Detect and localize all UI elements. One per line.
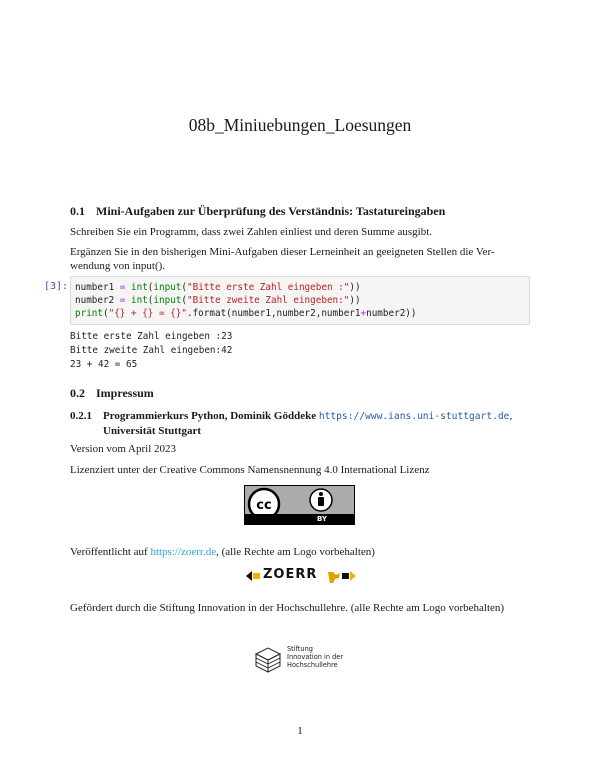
svg-text:cc: cc [256,498,272,513]
code-cell[interactable] [70,276,530,325]
task-paragraph: Schreiben Sie ein Programm, dass zwei Zahlen einliest und deren Summe ausgibt. [70,226,433,238]
stiftung-cube-icon [254,645,284,675]
subsection-number: 0.2.1 [70,410,92,422]
section-number: 0.2 [70,386,85,400]
ians-link[interactable]: https://www.ians.uni-stuttgart.de [318,411,510,422]
version-text: Version vom April 2023 [70,443,177,455]
document-title: 08b_Miniuebungen_Loesungen [188,115,412,135]
cc-by-license-badge[interactable] [244,485,355,525]
zoerr-logo[interactable] [246,568,356,584]
subsection-title-line2: Universität Stuttgart [103,425,202,437]
output-line-1: Bitte erste Zahl eingeben :23 [70,331,233,342]
output-line-2: Bitte zweite Zahl eingeben:42 [70,345,233,356]
zoerr-link[interactable]: https://zoerr.de [150,546,217,558]
cc-by-label: BY [316,515,327,523]
subsection-title: Programmierkurs Python, Dominik Göddeke [103,410,317,422]
published-text: Veröffentlicht auf https://zoerr.de, (alle Rechte am Logo vorbehalten) [70,546,375,558]
code-line-2: number2 = int(input("Bitte zweite Zahl eingeben:")) [75,295,361,306]
section-heading-impressum [70,386,154,401]
cell-prompt: [3]: [44,281,69,292]
code-line-3: print("{} + {} = {}".format(number1,number2,number1+number2)) [75,308,417,319]
section-heading-tastatureingaben [70,204,445,219]
code-line-1: number1 = int(input("Bitte erste Zahl eingeben :")) [75,282,361,293]
stiftung-logo [254,645,364,675]
section-title: Impressum [96,386,154,400]
license-text: Lizenziert unter der Creative Commons Namensnennung 4.0 International Lizenz [70,464,430,476]
subsection-heading: 0.2.1 Programmierkurs Python, Dominik Göddeke https://www.ians.uni-stuttgart.de, Universität Stuttgart [70,409,530,438]
output-line-3: 23 + 42 = 65 [70,359,138,370]
section-number: 0.1 [70,204,85,218]
stiftung-wordmark: Stiftung Innovation in der Hochschullehre [287,645,344,669]
zoerr-wordmark: ZOERR [263,567,318,582]
funded-text: Gefördert durch die Stiftung Innovation in der Hochschullehre. (alle Rechte am Logo vorbehalten) [70,602,505,614]
task-paragraph-2-line1: Ergänzen Sie in den bisherigen Mini-Aufgaben dieser Lerneinheit an geeigneten Stellen die Ver- [70,246,495,258]
section-title: Mini-Aufgaben zur Überprüfung des Verständnis: Tastatureingaben [96,204,446,218]
task-paragraph-2 [70,245,530,273]
page-number: 1 [297,725,303,737]
task-paragraph-2-line2: wendung von input(). [70,260,166,272]
